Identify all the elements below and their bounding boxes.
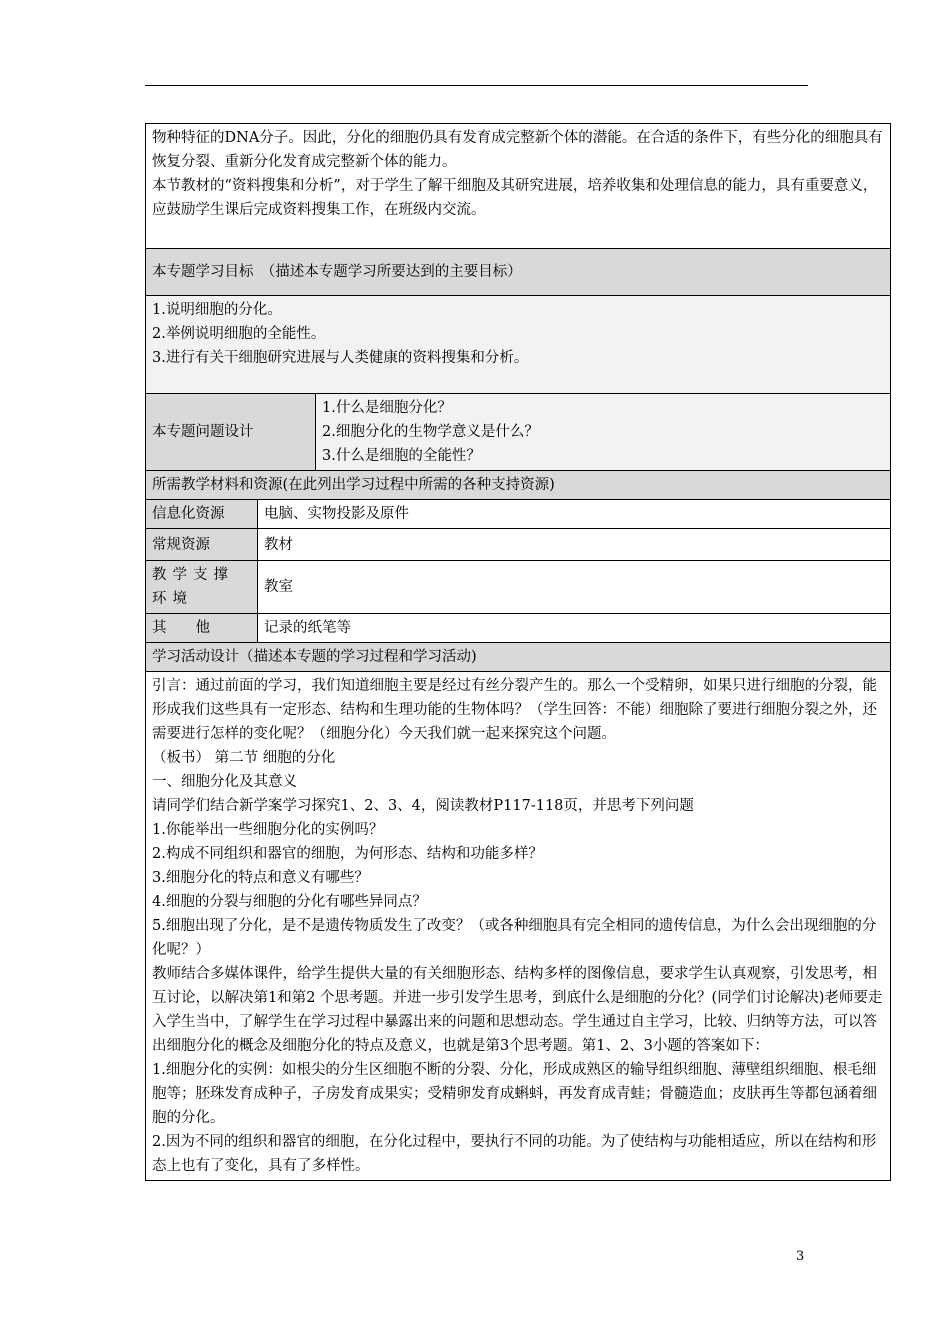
goals-list: [146, 296, 891, 394]
activity-paragraph: 1.细胞分化的实例：如根尖的分生区细胞不断的分裂、分化，形成成熟区的输导组织细胞、薄壁组织细胞、根毛细胞等；胚珠发育成种子，子房发育成果实；受精卵发育成蝌蚪，再发育成青蛙；骨髓造血；皮肤再生等都包涵着细胞的分化。: [152, 1062, 877, 1126]
activity-paragraph: 教师结合多媒体课件，给学生提供大量的有关细胞形态、结构多样的图像信息，要求学生认真观察，引发思考，相互讨论，以解决第1和第2 个思考题。并进一步引发学生思考，到底什么是细胞的分化？(同学们讨论解决)老师要走入学生当中，了解学生在学习过程中暴露出来的问题和思想动态。学生通过自主学习，比较、归纳等方法，可以答出细胞分化的概念及细胞分化的特点及意义，也就是第3个思考题。第1、2、3小题的答案如下：: [152, 966, 883, 1054]
question-item: 2.细胞分化的生物学意义是什么？: [322, 424, 539, 440]
intro-line: 本节教材的“资料搜集和分析”，对于学生了解干细胞及其研究进展，培养收集和处理信息的能力，具有重要意义，应鼓励学生课后完成资料搜集工作，在班级内交流。: [152, 178, 878, 218]
goal-item: 3.进行有关干细胞研究进展与人类健康的资料搜集和分析。: [152, 350, 529, 366]
activity-paragraph: 4.细胞的分裂与细胞的分化有哪些异同点？: [152, 894, 427, 910]
resource-value: 电脑、实物投影及原件: [258, 500, 891, 529]
activity-paragraph: 引言：通过前面的学习，我们知道细胞主要是经过有丝分裂产生的。那么一个受精卵，如果只进行细胞的分裂，能形成我们这些具有一定形态、结构和生理功能的生物体吗？（学生回答：不能）细胞除了要进行细胞分裂之外，还需要进行怎样的变化呢？（细胞分化）今天我们就一起来探究这个问题。: [152, 678, 877, 742]
activity-paragraph: 5.细胞出现了分化，是不是遗传物质发生了改变？（或各种细胞具有完全相同的遗传信息，为什么会出现细胞的分化呢？）: [152, 918, 877, 958]
resource-label: 其 他: [146, 614, 258, 643]
activity-paragraph: 2.构成不同组织和器官的细胞，为何形态、结构和功能多样？: [152, 846, 543, 862]
questions-label: 本专题问题设计: [146, 394, 316, 471]
goals-header: 本专题学习目标 （描述本专题学习所要达到的主要目标）: [146, 249, 891, 296]
resource-label: 常规资源: [146, 529, 258, 561]
activities-header: 学习活动设计（描述本专题的学习过程和学习活动): [146, 643, 891, 672]
resource-label: 信息化资源: [146, 500, 258, 529]
question-item: 1.什么是细胞分化？: [322, 400, 452, 416]
resources-header: 所需教学材料和资源(在此列出学习过程中所需的各种支持资源): [146, 471, 891, 500]
intro-section-row: [146, 124, 891, 249]
resource-value: 记录的纸笔等: [258, 614, 891, 643]
activity-paragraph: 2.因为不同的组织和器官的细胞，在分化过程中，要执行不同的功能。为了使结构与功能相适应，所以在结构和形态上也有了变化，具有了多样性。: [152, 1134, 877, 1174]
resource-label: 教学支撑环境: [146, 561, 258, 614]
questions-list: [316, 394, 891, 471]
activity-paragraph: 3.细胞分化的特点和意义有哪些？: [152, 870, 369, 886]
intro-line: 物种特征的DNA分子。因此，分化的细胞仍具有发育成完整新个体的潜能。在合适的条件下，有些分化的细胞具有恢复分裂、重新分化发育成完整新个体的能力。: [152, 130, 883, 170]
question-item: 3.什么是细胞的全能性？: [322, 448, 481, 464]
activity-paragraph: （板书） 第二节 细胞的分化: [152, 750, 336, 766]
activity-paragraph: 1.你能举出一些细胞分化的实例吗？: [152, 822, 384, 838]
activities-body: [146, 672, 891, 1181]
activity-paragraph: 请同学们结合新学案学习探究1、2、3、4，阅读教材P117-118页，并思考下列问题: [152, 798, 694, 814]
goal-item: 2.举例说明细胞的全能性。: [152, 326, 326, 342]
intro-section: [146, 124, 891, 249]
page-number: 3: [796, 1249, 805, 1264]
resource-value: 教室: [258, 561, 891, 614]
lesson-plan-table: [145, 123, 891, 1181]
goal-item: 1.说明细胞的分化。: [152, 302, 282, 318]
resource-value: 教材: [258, 529, 891, 561]
activity-paragraph: 一、细胞分化及其意义: [152, 774, 297, 790]
header-rule: [145, 85, 808, 86]
